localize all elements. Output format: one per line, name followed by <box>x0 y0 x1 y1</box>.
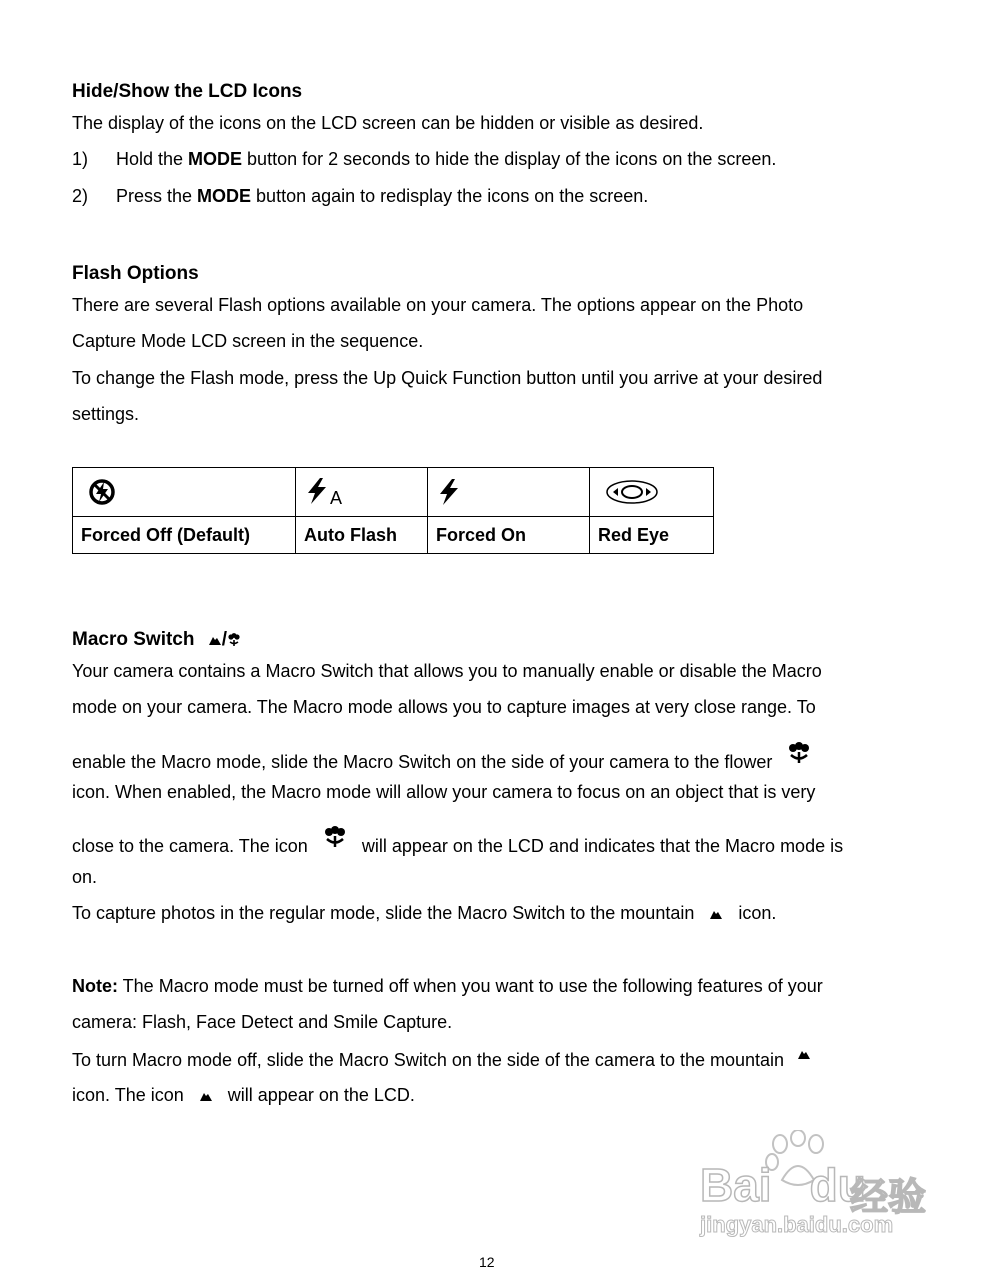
step-text: button for 2 seconds to hide the display of the icons on the screen. <box>242 149 777 169</box>
note-line-4-text: icon. The icon <box>72 1085 184 1105</box>
note-line-4 <box>72 1085 415 1106</box>
macro-line-2: mode on your camera. The Macro mode allows you to capture images at very close range. To <box>72 697 816 717</box>
macro-line-7-text: To capture photos in the regular mode, slide the Macro Switch to the mountain <box>72 903 695 923</box>
mountain-icon <box>199 1090 213 1102</box>
macro-line-1: Your camera contains a Macro Switch that allows you to manually enable or disable the Macro <box>72 661 822 681</box>
watermark-brand <box>700 1158 866 1212</box>
mountain-icon <box>797 1048 811 1060</box>
flash-line-1: There are several Flash options available on your camera. The options appear on the Photo <box>72 295 804 315</box>
step-text: Hold the <box>116 149 189 169</box>
lcd-step-2 <box>72 186 648 207</box>
label-forced-on: Forced On <box>428 517 590 554</box>
note-line-2: camera: Flash, Face Detect and Smile Capture. <box>72 1012 453 1032</box>
page-number: 12 <box>479 1254 495 1270</box>
macro-line-5-text: will appear on the LCD and indicates that the Macro mode is <box>361 836 844 856</box>
label-red-eye: Red Eye <box>590 517 714 554</box>
macro-line-6: on. <box>72 867 98 887</box>
label-auto-flash: Auto Flash <box>296 517 428 554</box>
flash-on-icon <box>436 477 462 507</box>
note-line-3-text: To turn Macro mode off, slide the Macro Switch on the side of the camera to the mountain <box>72 1050 785 1070</box>
mountain-icon <box>709 908 723 920</box>
step-number: 1) <box>72 149 89 169</box>
macro-line-5-text: close to the camera. The icon <box>72 836 308 856</box>
lcd-step-1 <box>72 149 776 170</box>
flower-icon <box>227 633 241 647</box>
flash-options-table <box>72 467 714 554</box>
macro-line-3 <box>72 742 811 773</box>
step-number: 2) <box>72 186 89 206</box>
step-bold: MODE <box>197 186 252 206</box>
cell-auto-flash-icon <box>296 468 428 517</box>
heading-separator: / <box>221 629 228 650</box>
macro-line-4: icon. When enabled, the Macro mode will allow your camera to focus on an object that is very <box>72 782 816 802</box>
step-bold: MODE <box>188 149 243 169</box>
label-forced-off: Forced Off (Default) <box>73 517 296 554</box>
watermark-brand-1: Bai <box>700 1159 772 1211</box>
step-text: Press the <box>116 186 198 206</box>
baidu-watermark <box>700 1130 940 1240</box>
note-label: Note: <box>72 976 118 996</box>
flash-label-row <box>73 517 714 554</box>
lcd-heading: Hide/Show the LCD Icons <box>72 81 303 102</box>
watermark-brand-2: du <box>809 1159 866 1211</box>
flash-heading: Flash Options <box>72 263 199 284</box>
note-line-4-text: will appear on the LCD. <box>227 1085 415 1105</box>
cell-forced-off-icon <box>73 468 296 517</box>
note-text: The Macro mode must be turned off when you want to use the following features of your <box>118 976 823 996</box>
flash-icon-row <box>73 468 714 517</box>
note-line-3 <box>72 1048 811 1071</box>
flash-line-4: settings. <box>72 404 140 424</box>
cell-red-eye-icon <box>590 468 714 517</box>
macro-line-5 <box>72 826 843 857</box>
watermark-url: jingyan.baidu.com <box>700 1212 894 1237</box>
note-line-1 <box>72 976 823 997</box>
auto-letter: A <box>330 487 343 508</box>
mountain-icon <box>208 634 222 646</box>
macro-line-7-text: icon. <box>738 903 777 923</box>
cell-forced-on-icon <box>428 468 590 517</box>
flower-icon <box>323 826 347 848</box>
step-text: button again to redisplay the icons on the screen. <box>251 186 649 206</box>
flower-icon <box>787 742 811 764</box>
flash-line-3: To change the Flash mode, press the Up Quick Function button until you arrive at your desired <box>72 368 823 388</box>
macro-heading: Macro Switch <box>72 629 195 650</box>
macro-line-7 <box>72 903 776 924</box>
lcd-intro: The display of the icons on the LCD screen can be hidden or visible as desired. <box>72 113 704 133</box>
macro-heading-row <box>72 629 241 651</box>
red-eye-icon <box>604 478 660 506</box>
watermark-cn: 经验 <box>850 1177 927 1219</box>
flash-line-2: Capture Mode LCD screen in the sequence. <box>72 331 424 351</box>
flash-off-icon <box>87 477 117 507</box>
macro-line-3-text: enable the Macro mode, slide the Macro Switch on the side of your camera to the flower <box>72 752 773 772</box>
flash-auto-icon <box>304 476 330 506</box>
